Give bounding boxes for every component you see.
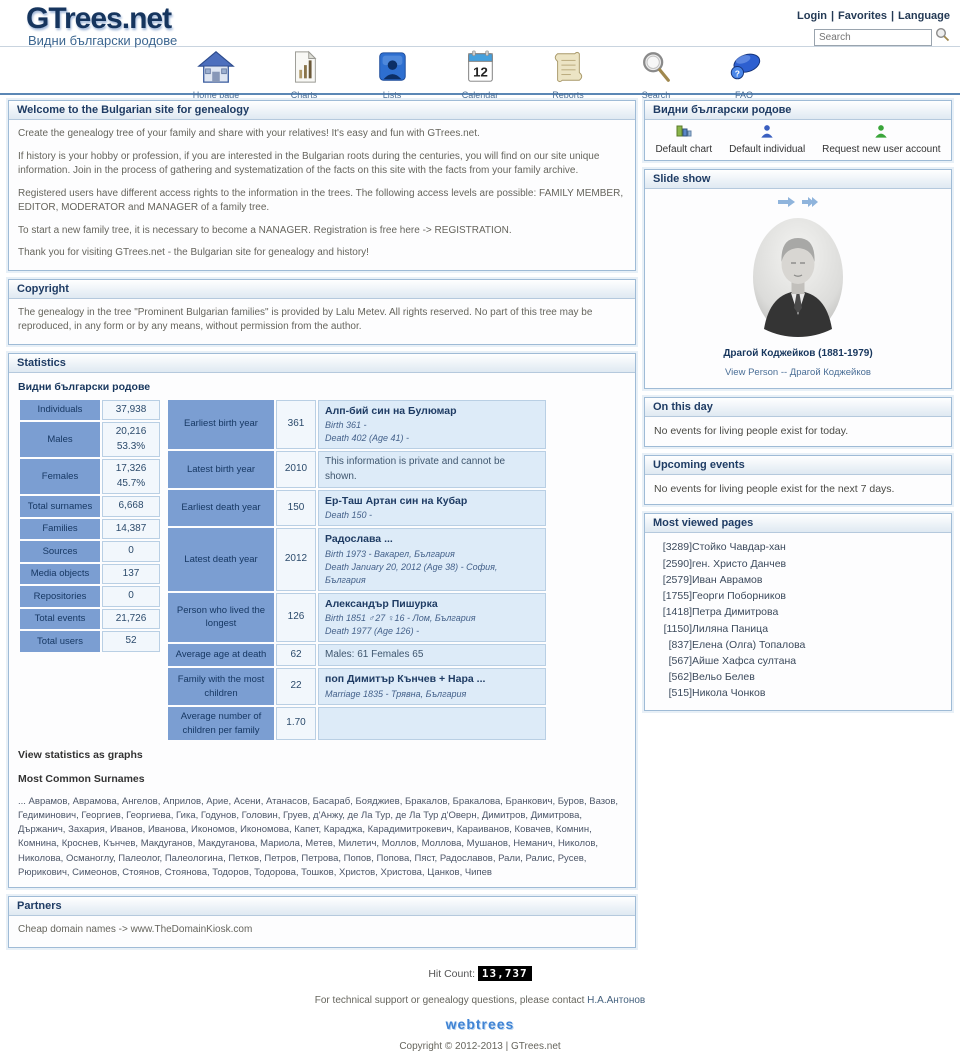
page-footer <box>0 966 960 1052</box>
welcome-body <box>9 120 635 270</box>
table-row <box>20 459 160 494</box>
stat-label: Total surnames <box>20 496 100 517</box>
table-row <box>20 400 160 421</box>
default-individual-link[interactable] <box>729 124 805 155</box>
table-row <box>20 519 160 540</box>
stat-label: Latest death year <box>168 528 274 590</box>
nav-lists-label: Lists <box>382 90 402 100</box>
person-link[interactable]: Иван Аврамов <box>692 573 763 586</box>
list-item <box>654 638 805 654</box>
language-link[interactable]: Language <box>898 10 950 22</box>
table-row <box>168 490 546 526</box>
default-chart-icon <box>676 124 692 143</box>
view-count: [2579] <box>662 573 692 586</box>
stat-value: 0 <box>102 541 160 562</box>
view-count: [1755] <box>662 590 692 603</box>
nav-search[interactable] <box>625 50 687 100</box>
slideshow-controls[interactable] <box>645 195 951 213</box>
svg-text:?: ? <box>734 68 740 79</box>
stat-detail: Александър Пишурка Birth 1851 ♂27 ♀16 - Лом, България Death 1977 (Age 126) - <box>318 593 546 642</box>
stat-detail <box>318 707 546 741</box>
stat-value: 2012 <box>276 528 316 590</box>
site-header <box>0 0 960 47</box>
table-row <box>168 528 546 590</box>
nav-faq[interactable] <box>713 50 775 100</box>
stat-value: 17,326 45.7% <box>102 459 160 494</box>
list-item <box>654 557 805 573</box>
support-line <box>0 995 960 1006</box>
view-count: [1418] <box>662 606 692 619</box>
stat-value: 14,387 <box>102 519 160 540</box>
webtrees-logo[interactable]: webtrees <box>445 1015 515 1032</box>
stat-label: Repositories <box>20 586 100 607</box>
stat-value: 62 <box>276 644 316 667</box>
search-input[interactable] <box>814 29 932 46</box>
list-item <box>654 686 805 702</box>
nav-charts-label: Charts <box>290 90 318 100</box>
slideshow-photo[interactable] <box>752 217 844 342</box>
view-count: [562] <box>668 671 692 684</box>
person-link[interactable]: Елена (Олга) Топалова <box>692 638 806 651</box>
partners-link-text[interactable]: Cheap domain names -> www.TheDomainKiosk.com <box>18 924 253 936</box>
stat-value: 361 <box>276 400 316 449</box>
stat-label: Earliest birth year <box>168 400 274 449</box>
upcoming-events-block <box>644 455 952 505</box>
welcome-block <box>8 100 636 271</box>
welcome-paragraph: Create the genealogy tree of your family and share with your relatives! It's easy and fun with GTrees.net. <box>18 128 480 139</box>
records-table <box>166 398 548 743</box>
table-row <box>168 644 546 667</box>
list-item <box>654 573 805 589</box>
upcoming-events-text: No events for living people exist for the next 7 days. <box>654 483 895 496</box>
nav-reports[interactable] <box>537 50 599 100</box>
default-individual-label: Default individual <box>729 144 806 155</box>
stat-label: Families <box>20 519 100 540</box>
person-link[interactable]: Георги Поборников <box>692 590 786 603</box>
statistics-block <box>8 353 636 889</box>
support-text: For technical support or genealogy questions, please contact <box>314 994 585 1006</box>
contact-link[interactable]: Н.А.Антонов <box>587 994 646 1006</box>
default-chart-link[interactable] <box>655 124 712 155</box>
view-count: [1150] <box>663 622 692 635</box>
table-row <box>20 422 160 457</box>
view-count: [3289] <box>662 541 692 554</box>
copyright-block <box>8 279 636 345</box>
stat-label: Family with the most children <box>168 668 274 704</box>
stat-value: 20,216 53.3% <box>102 422 160 457</box>
stat-value: 150 <box>276 490 316 526</box>
welcome-paragraph: Registered users have different access rights to the information in the trees. The following access levels are possible: FAMILY MEMBER, EDITOR, MODERATOR and MANAGER of a family tree. <box>18 187 624 213</box>
welcome-title: Welcome to the Bulgarian site for genealogy <box>9 101 635 120</box>
nav-faq-label: FAQ <box>734 90 753 100</box>
list-item <box>654 670 805 686</box>
person-link[interactable]: ген. Христо Данчев <box>692 557 787 570</box>
stat-label: Average number of children per family <box>168 707 274 741</box>
stat-label: Latest birth year <box>168 451 274 488</box>
stat-label: Person who lived the longest <box>168 593 274 642</box>
table-row <box>168 707 546 741</box>
request-account-link[interactable] <box>822 124 940 155</box>
table-row <box>20 586 160 607</box>
copyright-body <box>9 299 635 344</box>
partners-block <box>8 896 636 948</box>
hit-count-value: 13,737 <box>478 966 532 981</box>
top-links <box>797 10 950 22</box>
nav-lists[interactable] <box>361 50 423 100</box>
stat-value: 37,938 <box>102 400 160 421</box>
nav-reports-label: Reports <box>552 90 584 100</box>
stat-value: 6,668 <box>102 496 160 517</box>
stat-value: 22 <box>276 668 316 704</box>
view-count: [837] <box>668 638 692 651</box>
person-link[interactable]: Петра Димитрова <box>692 606 779 619</box>
main-menu <box>0 47 960 100</box>
table-row <box>20 631 160 652</box>
table-row <box>168 668 546 704</box>
tree-links-body <box>645 120 951 160</box>
most-common-surnames-title: Most Common Surnames <box>18 773 145 786</box>
search-area <box>814 27 950 47</box>
stat-label: Media objects <box>20 564 100 585</box>
person-link[interactable]: Никола Чонков <box>692 687 766 700</box>
calendar-icon <box>460 64 500 88</box>
table-row <box>20 496 160 517</box>
request-account-label: Request new user account <box>822 144 941 155</box>
list-item <box>654 589 805 605</box>
nav-charts[interactable] <box>273 50 335 100</box>
stat-detail: Ер-Таш Артан син на Кубар Death 150 - <box>318 490 546 526</box>
slideshow-block <box>644 169 952 389</box>
stat-label: Females <box>20 459 100 494</box>
copyright-text: The genealogy in the tree "Prominent Bulgarian families" is provided by Lalu Metev. All rights reserved. No part of this tree may be reproduced, in any form or by any means, without permission from the author. <box>18 306 593 332</box>
stat-detail: Males: 61 Females 65 <box>318 644 546 667</box>
stat-label: Total events <box>20 609 100 630</box>
person-link[interactable]: Вельо Белев <box>692 671 755 684</box>
login-link[interactable]: Login <box>797 10 827 22</box>
welcome-paragraph: If history is your hobby or profession, if you are interested in the Bulgarian roots during the centuries, you will find on our site unique information. Join in the process of gathering and systematization of the facts on this site with the facts from your family archive. <box>18 150 600 176</box>
svg-text:12: 12 <box>473 64 488 80</box>
copyright-line: Copyright © 2012-2013 | GTrees.net <box>399 1040 561 1052</box>
nav-search-label: Search <box>641 90 671 100</box>
hit-count-label: Hit Count: <box>428 967 475 980</box>
list-item <box>654 540 805 556</box>
person-link[interactable]: Айше Хафса султана <box>692 654 797 667</box>
faq-icon <box>724 68 764 88</box>
nav-calendar[interactable] <box>449 50 511 100</box>
stat-value: 21,726 <box>102 609 160 630</box>
most-viewed-list <box>654 540 805 702</box>
stat-label: Total users <box>20 631 100 652</box>
search-magnifier-icon[interactable] <box>935 27 950 47</box>
welcome-paragraph: Thank you for visiting GTrees.net - the Bulgarian site for genealogy and history! <box>18 247 369 258</box>
welcome-paragraph: To start a new family tree, it is necessary to become a NANAGER. Registration is free here -> REGISTRATION. <box>18 224 512 236</box>
site-logo[interactable]: GTrees.net <box>26 2 172 35</box>
list-item <box>654 605 805 621</box>
list-item <box>654 654 805 670</box>
on-this-day-block <box>644 397 952 447</box>
reports-icon <box>548 71 588 88</box>
nav-home[interactable] <box>185 50 247 100</box>
tree-links-block <box>644 100 952 161</box>
surnames-list[interactable]: ... Аврамов, Аврамова, Ангелов, Априлов, Арие, Асени, Атанасов, Басараб, Бояджиев, Бракалов, Бракалова, Бранкович, Буров, Вазов, Гедиминович, Георгиев, Георгиева, Гика, Годунов, Головин, Груев, д'Анжу, де Ла Тур, де Ла Тур д'Оверн, Димитров, Димитрова, Държанич, Захария, Иванов, Иванова, Икономов, Икономова, Капет, Караджа, Карадимитрокевич, Караиванов, Ковачев, Комнин, Комнина, Кроснев, Кънчев, Макдуганов, Макдуганова, Мариола, Метев, Милетич, Моллов, Моллова, Мушанов, Неманич, Николов, Николова, Османоглу, Палеолог, Палеологина, Петков, Петров, Петрова, Попов, Попова, Пяст, Радославов, Рали, Ралис, Русев, Рюрикович, Симеонов, Стоянов, Стоянова, Тодоров, Тодорова, Тошков, Христов, Христова, Цанков, Чипев <box>18 795 619 878</box>
partners-body <box>9 916 635 947</box>
most-viewed-block <box>644 513 952 710</box>
default-chart-label: Default chart <box>655 144 713 155</box>
on-this-day-text: No events for living people exist for today. <box>654 425 849 437</box>
stat-label: Individuals <box>20 400 100 421</box>
stat-label: Males <box>20 422 100 457</box>
stat-label: Sources <box>20 541 100 562</box>
stat-value: 0 <box>102 586 160 607</box>
charts-icon <box>284 71 324 88</box>
search-icon <box>636 71 676 88</box>
slideshow-caption: Драгой Коджейков (1881-1979) <box>723 348 873 359</box>
table-row <box>20 541 160 562</box>
left-column <box>8 100 636 956</box>
on-this-day-title: On this day <box>645 398 951 417</box>
statistics-body <box>9 373 635 888</box>
statistics-tree-name: Видни български родове <box>18 380 151 393</box>
link-separator: | <box>890 10 895 22</box>
hit-counter <box>0 966 960 981</box>
person-blue-icon <box>759 124 775 143</box>
tree-links-title: Видни български родове <box>645 101 951 120</box>
slideshow-arrows-icon <box>776 196 820 208</box>
view-statistics-graphs-link[interactable]: View statistics as graphs <box>18 749 143 762</box>
slideshow-body <box>645 189 951 388</box>
table-row <box>168 400 546 449</box>
stat-value: 1.70 <box>276 707 316 741</box>
statistics-title: Statistics <box>9 354 635 373</box>
table-row <box>20 564 160 585</box>
table-row <box>168 451 546 488</box>
partners-title: Partners <box>9 897 635 916</box>
nav-calendar-label: Calendar <box>461 90 499 100</box>
stat-detail: Алп-бий син на Булюмар Birth 361 - Death 402 (Age 41) - <box>318 400 546 449</box>
person-green-icon <box>873 124 889 143</box>
most-viewed-title: Most viewed pages <box>645 514 951 533</box>
main-content <box>0 95 960 956</box>
stat-label: Earliest death year <box>168 490 274 526</box>
stat-detail: Радослава ... Birth 1973 - Вакарел, България Death January 20, 2012 (Age 38) - София, България <box>318 528 546 590</box>
person-link[interactable]: Лиляна Паница <box>692 622 769 635</box>
list-item <box>654 622 805 638</box>
right-column <box>644 100 952 956</box>
stat-label: Average age at death <box>168 644 274 667</box>
site-subtitle: Видни български родове <box>28 33 178 48</box>
home-icon <box>196 71 236 88</box>
person-link[interactable]: Стойко Чавдар-хан <box>692 541 786 554</box>
table-row <box>168 593 546 642</box>
most-viewed-body <box>645 533 951 709</box>
totals-table <box>18 398 162 654</box>
copyright-title: Copyright <box>9 280 635 299</box>
slideshow-view-person-link[interactable]: View Person -- Драгой Коджейков <box>725 367 871 378</box>
stat-detail: поп Димитър Кънчев + Нара ... Marriage 1835 - Трявна, България <box>318 668 546 704</box>
stat-value: 2010 <box>276 451 316 488</box>
view-count: [2590] <box>662 557 692 570</box>
table-row <box>20 609 160 630</box>
stat-value: 52 <box>102 631 160 652</box>
view-count: [567] <box>668 654 692 667</box>
stat-detail: This information is private and cannot be shown. <box>318 451 546 488</box>
statistics-tables <box>18 398 626 743</box>
upcoming-events-title: Upcoming events <box>645 456 951 475</box>
nav-home-label: Home page <box>192 90 240 100</box>
lists-icon <box>372 71 412 88</box>
stat-value: 137 <box>102 564 160 585</box>
slideshow-title: Slide show <box>645 170 951 189</box>
favorites-link[interactable]: Favorites <box>838 10 887 22</box>
stat-value: 126 <box>276 593 316 642</box>
link-separator: | <box>830 10 835 22</box>
view-count: [515] <box>668 687 692 700</box>
